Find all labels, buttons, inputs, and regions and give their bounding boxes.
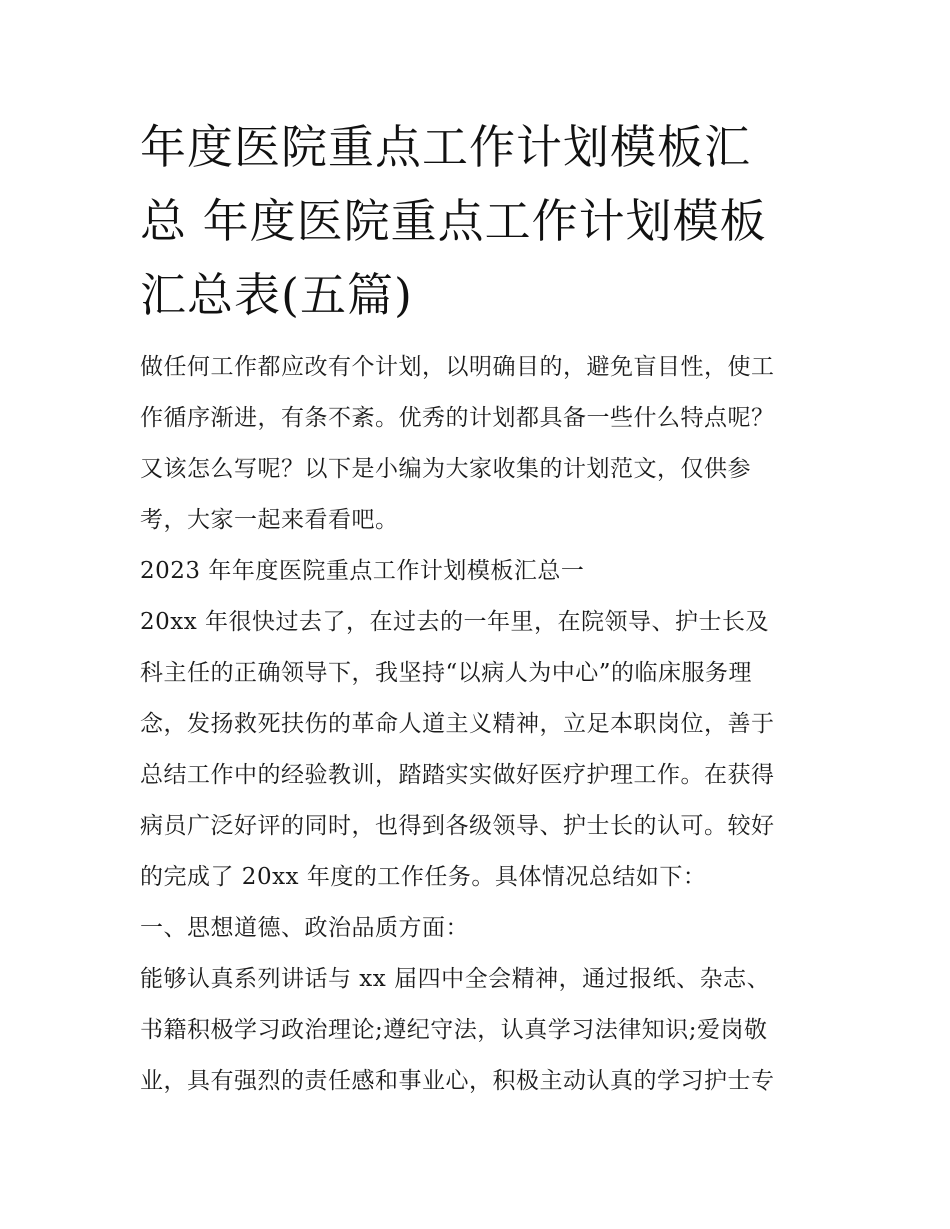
text-line: 又该怎么写呢？以下是小编为大家收集的计划范文，仅供参 xyxy=(140,456,751,482)
title-line: 总 年度医院重点工作计划模板 xyxy=(140,194,767,248)
text-line: 书籍积极学习政治理论;遵纪守法，认真学习法律知识;爱岗敬 xyxy=(140,1017,768,1043)
text-line: 作循序渐进，有条不紊。优秀的计划都具备一些什么特点呢？ xyxy=(140,405,775,431)
text-line: 做任何工作都应改有个计划，以明确目的，避免盲目性，使工 xyxy=(140,354,775,380)
text-line: 20xx 年很快过去了，在过去的一年里，在院领导、护士长及 xyxy=(140,609,770,635)
text-line: 能够认真系列讲话与 xx 届四中全会精神，通过报纸、杂志、 xyxy=(140,966,771,992)
text-line: 病员广泛好评的同时，也得到各级领导、护士长的认可。较好 xyxy=(140,813,775,839)
text-line: 念，发扬救死扶伤的革命人道主义精神，立足本职岗位，善于 xyxy=(140,711,775,737)
section-heading: 2023 年年度医院重点工作计划模板汇总一 xyxy=(140,558,585,584)
document-body xyxy=(140,342,820,1107)
document-title xyxy=(140,110,820,332)
text-line: 业，具有强烈的责任感和事业心，积极主动认真的学习护士专 xyxy=(140,1068,775,1094)
section-heading: 一、思想道德、政治品质方面： xyxy=(140,915,469,941)
text-line: 科主任的正确领导下，我坚持“以病人为中心”的临床服务理 xyxy=(140,660,753,686)
text-line: 考，大家一起来看看吧。 xyxy=(140,507,399,533)
text-line: 总结工作中的经验教训，踏踏实实做好医疗护理工作。在获得 xyxy=(140,762,775,788)
title-line: 汇总表(五篇) xyxy=(140,268,413,322)
document-page xyxy=(140,110,820,1107)
title-line: 年度医院重点工作计划模板汇 xyxy=(140,120,751,174)
text-line: 的完成了 20xx 年度的工作任务。具体情况总结如下： xyxy=(140,864,707,890)
